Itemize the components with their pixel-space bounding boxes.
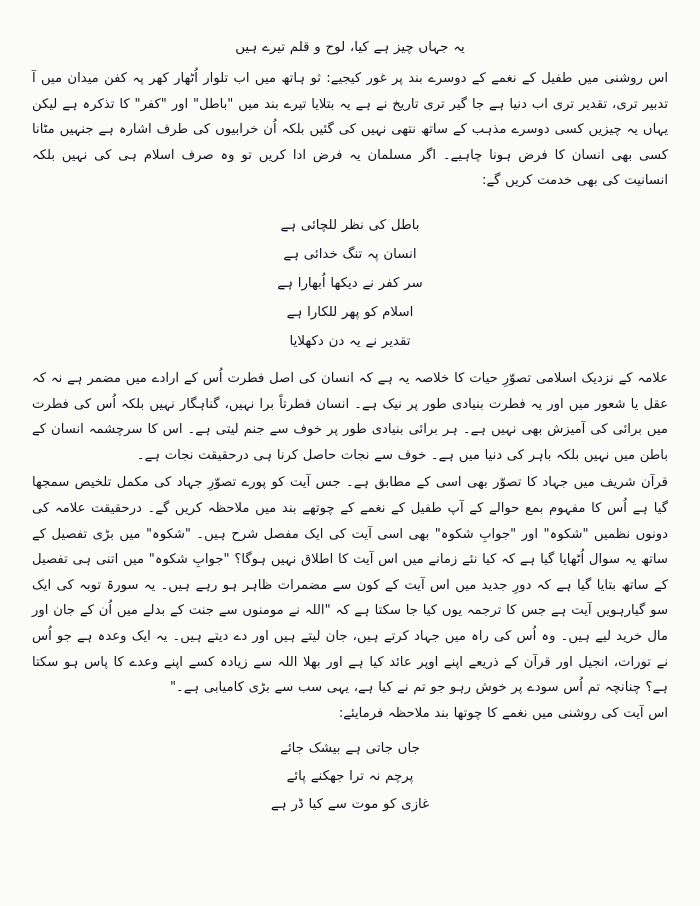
verse-line: غازی کو موت سے کیا ڈر ہے bbox=[270, 797, 430, 813]
paragraph-1: اس روشنی میں طفیل کے نغمے کے دوسرے بند پر غور کیجیے: ثو ہاتھ میں اب تلوار اُٹھار کھر پہ کفن میدان میں آ تدبیر تری، تقدیر تری اب دنیا ہے جا گیر تری تاریخ نے ہے یہ بتلایا تیرے بند میں "باطل" اور "کفر" کا تذکرہ ہے لیکن یہاں یہ چیزیں کسی دوسرے مذہب کے ساتھ نتھی نہیں کی گئیں بلکہ اُن خرابیوں کی طرف اشارہ ہے جنہیں مٹانا کسی بھی انسان کا فرض ہونا چاہیے۔ اگر مسلمان یہ فرض ادا کریں تو وہ صرف اسلام ہی کی نہیں بلکہ انسانیت کی بھی خدمت کریں گے: bbox=[32, 71, 668, 189]
verse-line: اسلام کو پھر للکارا ہے bbox=[286, 304, 414, 320]
stanza-two bbox=[32, 735, 668, 819]
verse-line: سر کفر نے دیکھا اُبھارا ہے bbox=[277, 275, 423, 291]
paragraph-4: اس آیت کی روشنی میں نغمے کا چوتھا بند ملاحظہ فرمایئے: bbox=[338, 705, 668, 721]
verse-line: انسان پہ تنگ خدائی ہے bbox=[283, 246, 417, 262]
verse-line: پرچم نہ ترا جھکنے پائے bbox=[286, 769, 414, 785]
spacer bbox=[32, 196, 668, 200]
verse-line: جاں جاتی ہے بیشک جائے bbox=[280, 741, 420, 757]
paragraph-2: علامہ کے نزدیک اسلامی تصوّرِ حیات کا خلاصہ یہ ہے کہ انسان کی اصل فطرت اُس کے ارادے میں مضمر ہے نہ کہ عقل یا شعور میں اور یہ فطرت بنیادی طور پر نیک ہے۔ انسان فطرتاً برا نہیں، گناہگار نہیں بلکہ اُس کی فطرت میں برائی کی آمیزش بھی نہیں ہے۔ ہر برائی بنیادی طور پر خوف سے جنم لیتی ہے۔ اس کا سرچشمہ انسان کے باطن میں نہیں بلکہ باہر کی دنیا میں ہے۔ خوف سے نجات حاصل کرنا ہی درحقیقت نجات ہے۔ bbox=[32, 370, 668, 463]
verse-line: باطل کی نظر للچائی ہے bbox=[280, 217, 420, 233]
paragraph-3: قرآن شریف میں جہاد کا تصوّر بھی اسی کے مطابق ہے۔ جس آیت کو پورے تصوّرِ جہاد کی مکمل تلخیص سمجھا گیا ہے اُس کا مفہوم بمع حوالے کے آپ طفیل کے نغمے کے چوتھے بند میں ملاحظہ کریں گے۔ درحقیقت علامہ کی دونوں نظمیں "شکوہ" اور "جوابِ شکوہ" بھی اسی آیت کی ایک مفصل شرح ہیں۔ "شکوہ" میں بڑی تفصیل کے ساتھ یہ سوال اُٹھایا گیا ہے کہ کیا نئے زمانے میں اس آیت کا اطلاق نہیں ہوگا؟ "جوابِ شکوہ" میں اتنی ہی تفصیل کے ساتھ بتایا گیا ہے کہ دورِ جدید میں اس آیت کے کون سے مضمرات ظاہر ہو رہے ہیں۔ یہ سورۃ توبہ کی ایک سو گیارہویں آیت ہے جس کا ترجمہ یوں کیا جا سکتا ہے کہ "اللہ نے مومنوں سے جنت کے بدلے میں اُن کے جان اور مال خرید لیے ہیں۔ وہ اُس کی راہ میں جہاد کرتے ہیں، جان لیتے ہیں اور دے دیتے ہیں۔ یہ ایک وعدہ ہے جو اُس نے تورات، انجیل اور قرآن کے ذریعے اپنے اوپر عائد کیا ہے اور بھلا اللہ سے زیادہ کسے اپنے وعدے کا پاس ہو سکتا ہے؟ چنانچہ تم اُس سودے پر خوش رہو جو تم نے کیا ہے، یہی سب سے بڑی کامیابی ہے۔" bbox=[32, 475, 668, 696]
verse-line: تقدیر نے یہ دن دکھلایا bbox=[289, 333, 411, 349]
stanza-one bbox=[32, 211, 668, 356]
heading-couplet: یہ جہاں چیز ہے کیا، لوح و قلم تیرے ہیں bbox=[235, 40, 465, 55]
